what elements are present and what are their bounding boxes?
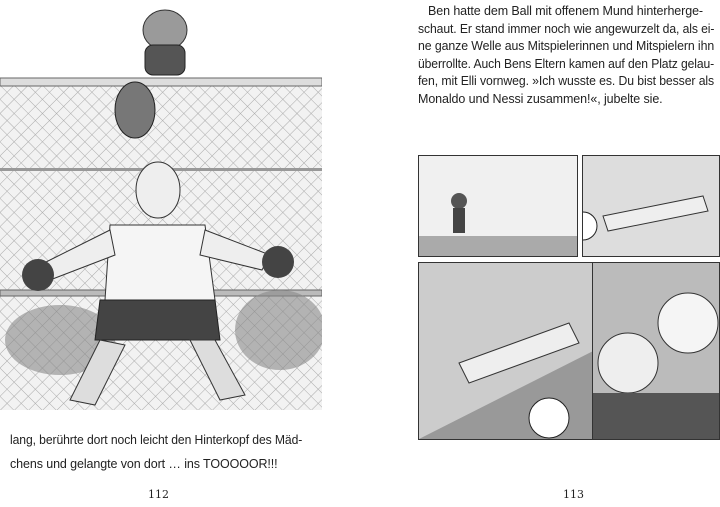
panel-kick xyxy=(418,155,578,257)
page-number: 113 xyxy=(563,488,584,501)
panel-keeper-dive xyxy=(582,155,720,257)
text-line: ne ganze Welle aus Mitspielerinnen und Mitspielern ihn xyxy=(418,39,715,53)
right-page xyxy=(360,0,720,507)
page-number: 112 xyxy=(148,488,169,501)
text-line: lang, berührte dort noch leicht den Hinterkopf des Mäd- xyxy=(10,433,303,447)
text-line: chens und gelangte von dort … ins TOOOOOR!!! xyxy=(10,457,278,471)
text-line: schaut. Er stand immer noch wie angewurzelt da, als ei- xyxy=(418,21,715,36)
text-line: überrollte. Auch Bens Eltern kamen auf den Platz gelau- xyxy=(418,56,715,71)
text-line: Ben hatte dem Ball mit offenem Mund hinterherge- xyxy=(428,4,703,18)
body-text xyxy=(418,3,720,108)
text-line: fen, mit Elli vornweg. »Ich wusste es. Du bist besser als xyxy=(418,74,715,88)
panel-cheering-kids xyxy=(592,262,720,440)
body-text xyxy=(10,428,310,476)
goalkeeper-illustration xyxy=(0,0,322,412)
panel-ball-in-net xyxy=(418,262,610,440)
text-line: Monaldo und Nessi zusammen!«, jubelte sie. xyxy=(418,91,663,106)
